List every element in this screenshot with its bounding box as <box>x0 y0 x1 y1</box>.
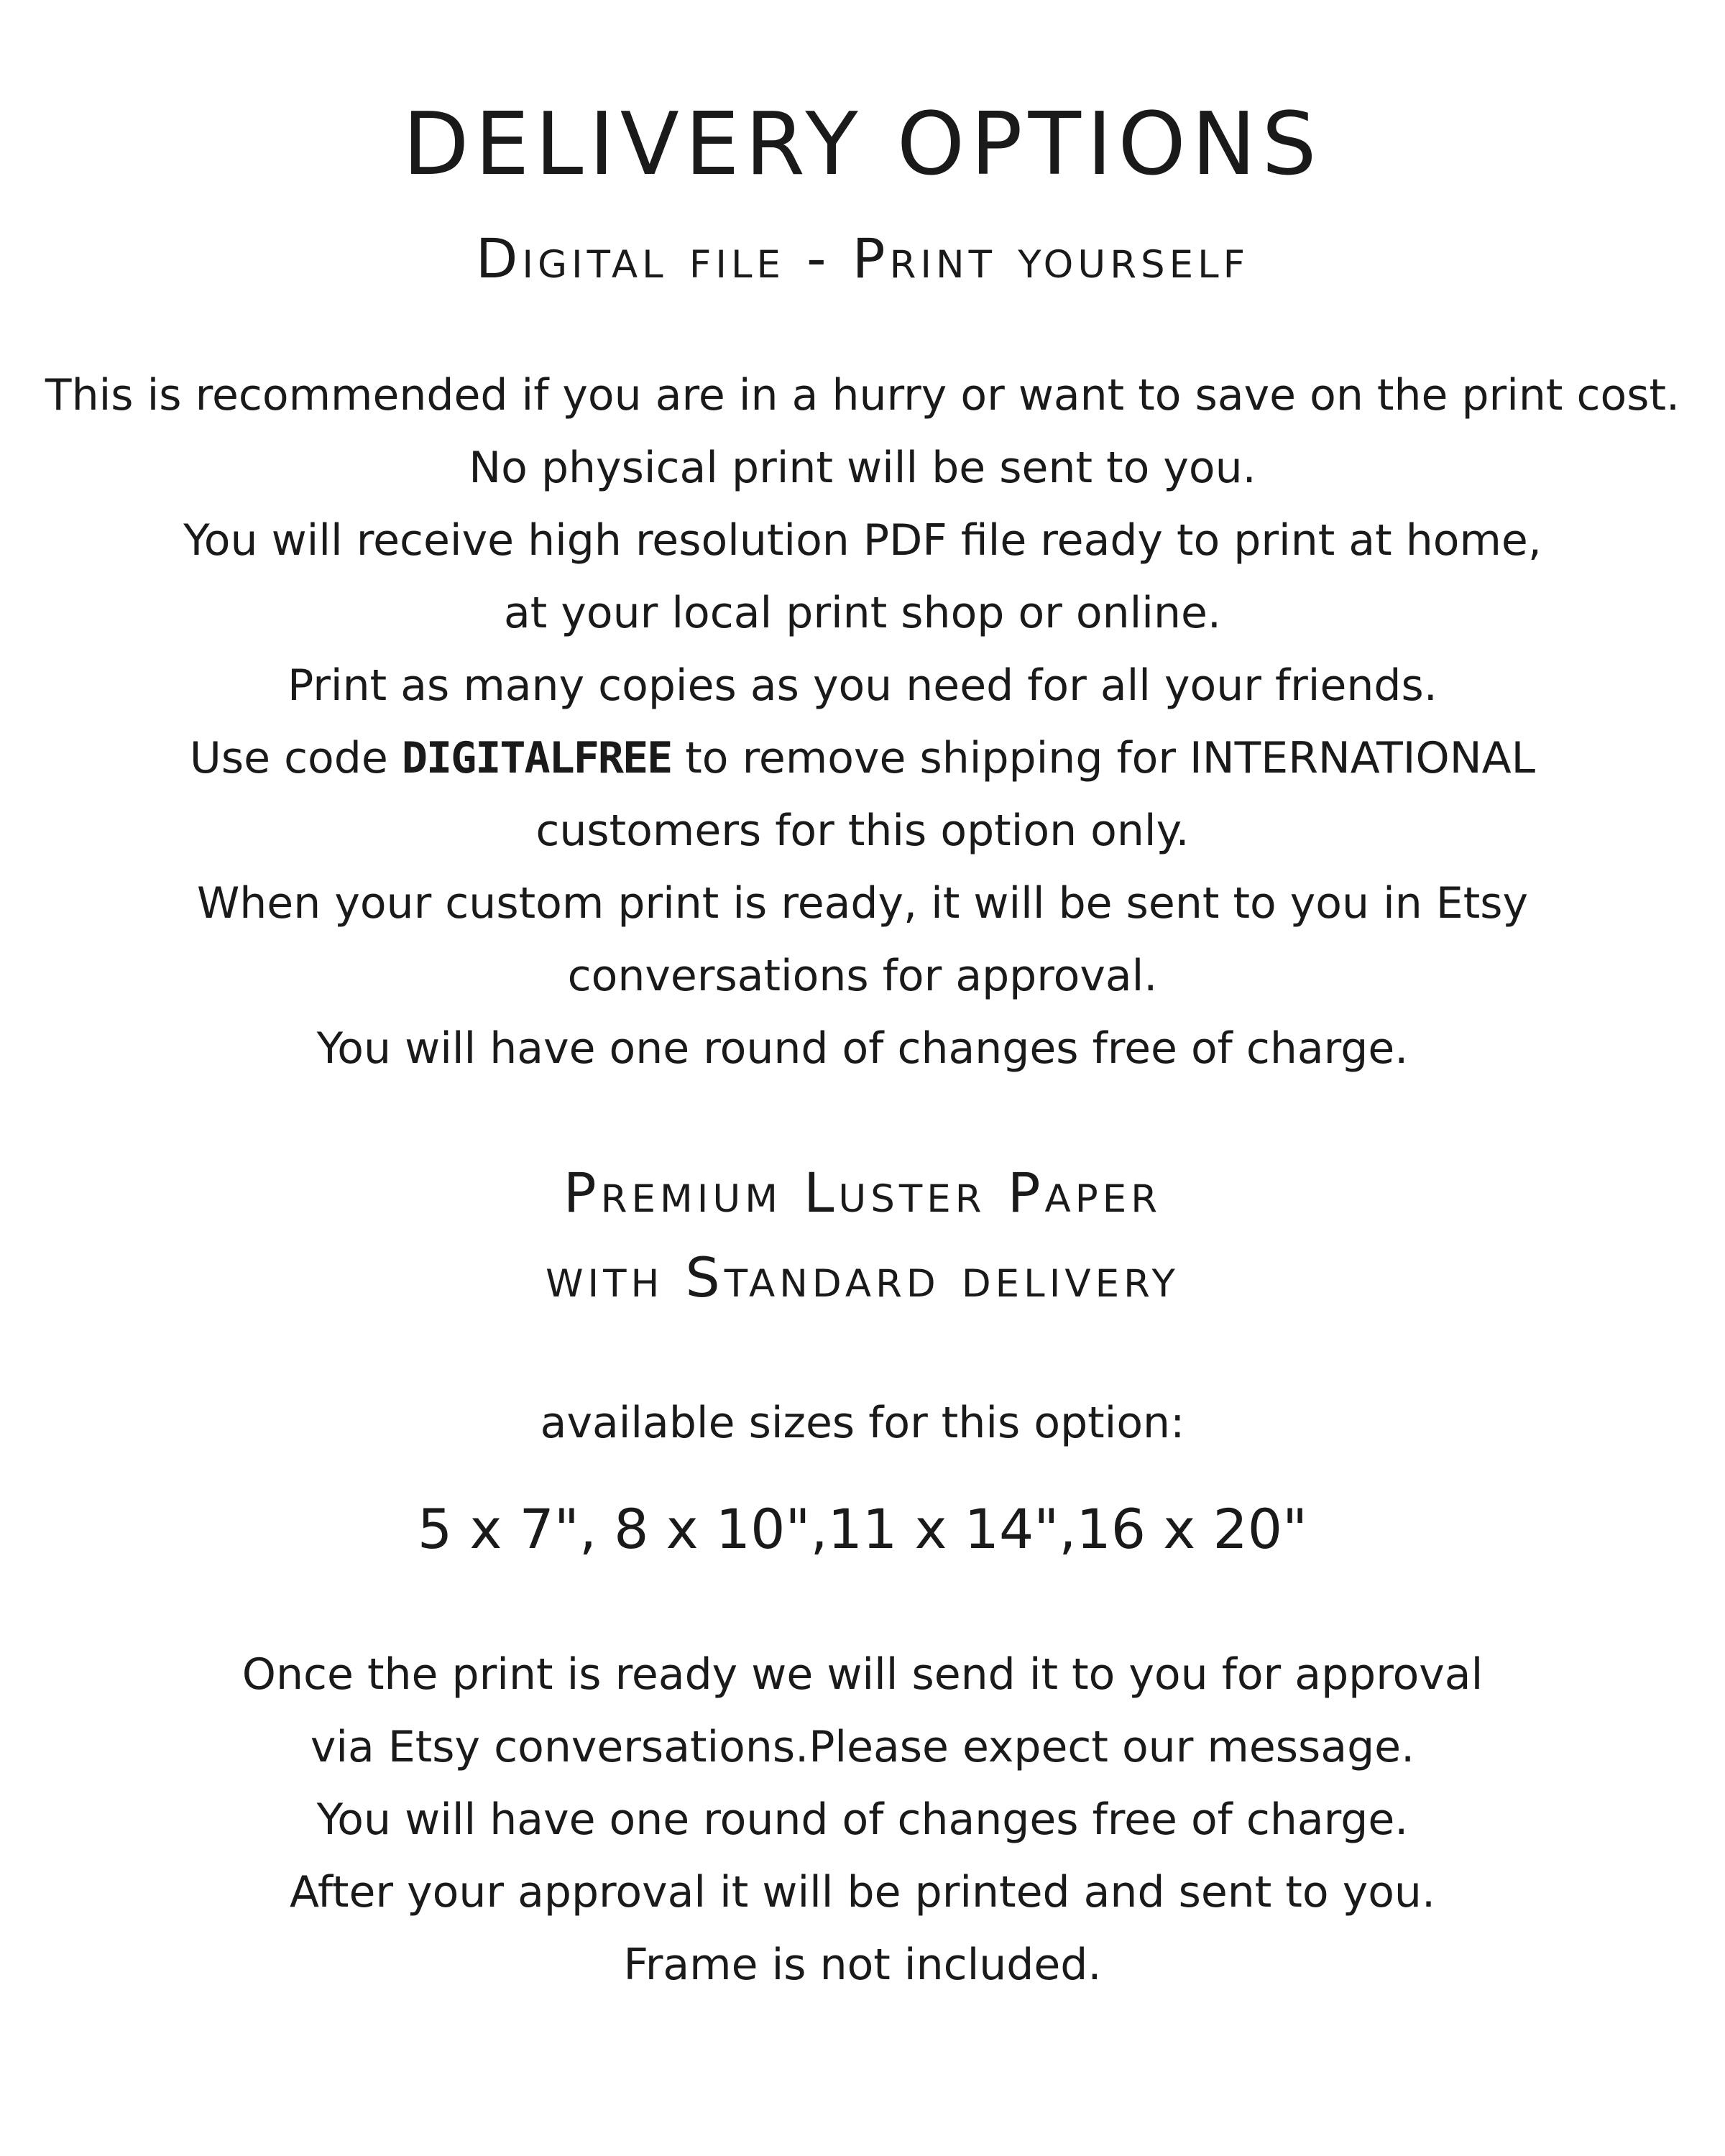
coupon-prefix: Use code <box>189 733 402 783</box>
sizes-label: available sizes for this option: <box>540 1398 1185 1448</box>
coupon-code: DIGITALFREE <box>401 733 672 783</box>
text-line: No physical print will be sent to you. <box>469 443 1256 493</box>
text-line: You will receive high resolution PDF file ready to print at home, <box>183 515 1542 566</box>
text-line: customers for this option only. <box>535 806 1190 856</box>
text-line: Once the print is ready we will send it to you for approval <box>242 1649 1484 1700</box>
premium-heading-line-2: with Standard delivery <box>546 1245 1179 1309</box>
text-line: Frame is not included. <box>623 1940 1102 1990</box>
text-line: You will have one round of changes free of charge. <box>316 1023 1409 1074</box>
text-line: conversations for approval. <box>567 951 1158 1001</box>
coupon-suffix: to remove shipping for INTERNATIONAL <box>671 733 1536 783</box>
digital-file-heading: Digital file - Print yourself <box>475 226 1250 290</box>
premium-heading-line-1: Premium Luster Paper <box>563 1161 1162 1225</box>
text-line: Print as many copies as you need for all your friends. <box>288 660 1438 711</box>
text-line: This is recommended if you are in a hurry or want to save on the print cost. <box>45 370 1680 420</box>
text-line: You will have one round of changes free of charge. <box>316 1795 1409 1845</box>
text-line: After your approval it will be printed and sent to you. <box>289 1867 1436 1917</box>
coupon-code-line <box>0 722 1725 795</box>
premium-description <box>0 1639 1725 2001</box>
text-line: at your local print shop or online. <box>504 588 1221 638</box>
page-title: DELIVERY OPTIONS <box>402 95 1322 195</box>
digital-file-description <box>0 359 1725 1085</box>
sizes-list: 5 x 7", 8 x 10",11 x 14",16 x 20" <box>417 1497 1308 1561</box>
text-line: When your custom print is ready, it will be sent to you in Etsy <box>196 878 1529 929</box>
text-line: via Etsy conversations.Please expect our message. <box>310 1722 1415 1772</box>
